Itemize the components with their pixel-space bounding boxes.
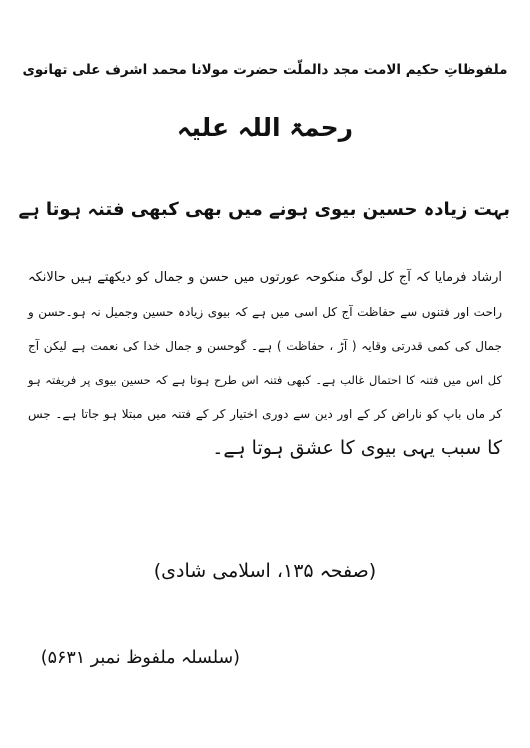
discourse-title: بہت زیادہ حسین بیوی ہونے میں بھی کبھی فتنہ ہوتا ہے: [18, 199, 510, 220]
body-line-2: راحت اور فتنوں سے حفاظت آج کل اسی میں ہے کہ بیوی زیادہ حسین وجمیل نہ ہو۔حسن و: [28, 305, 502, 319]
series-number: (سلسلہ ملفوظ نمبر ۵۶۳۱): [40, 648, 240, 668]
body-line-5: کر ماں باپ کو ناراض کر کے اور دین سے دوری اختیار کر کے فتنہ میں مبتلا ہو جاتا ہے۔ جس: [28, 407, 502, 421]
body-line-6: کا سبب یہی بیوی کا عشق ہوتا ہے۔: [212, 437, 502, 459]
body-line-3: جمال کی کمی قدرتی وقایہ ( آڑ ، حفاظت ) ہے۔ گوحسن و جمال خدا کی نعمت ہے لیکن آج: [28, 339, 502, 353]
body-line-1: ارشاد فرمایا کہ آج کل لوگ منکوحہ عورتوں میں حسن و جمال کو دیکھتے ہیں حالانکہ: [28, 270, 502, 285]
heading-title: ملفوظاتِ حکیم الامت مجد دالملّت حضرت مولانا محمد اشرف علی تھانوی: [22, 62, 508, 78]
body-line-4: کل اس میں فتنہ کا احتمال غالب ہے۔ کبھی فتنہ اس طرح ہوتا ہے کہ حسین بیوی پر فریفتہ ہو: [28, 373, 502, 387]
source-reference: (صفحہ ۱۳۵، اسلامی شادی): [153, 560, 377, 582]
heading-honorific: رحمۃ اللہ علیہ: [176, 113, 354, 142]
